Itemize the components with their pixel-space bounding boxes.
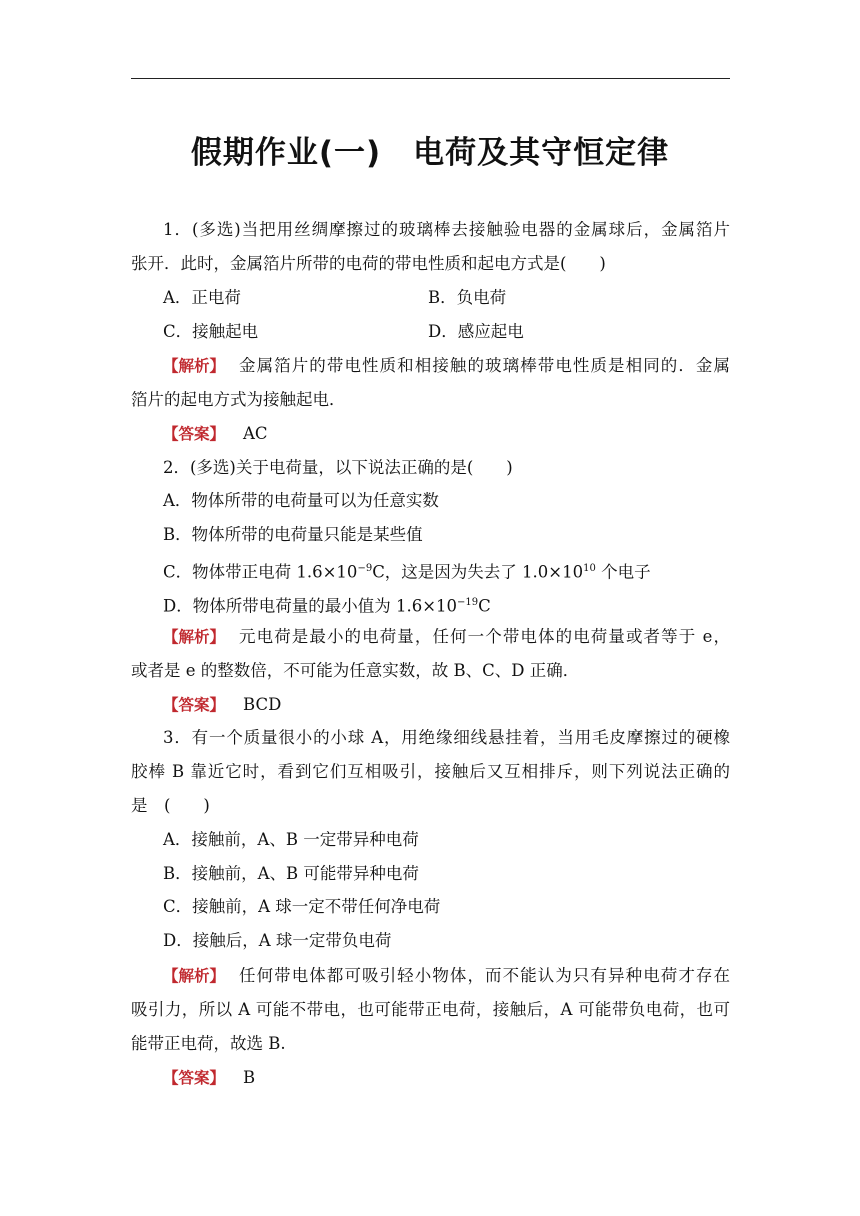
q1-stem-line2: 张开．此时，金属箔片所带的电荷的带电性质和起电方式是( ) xyxy=(131,254,606,273)
q2-option-c-exponent2: 10 xyxy=(583,563,596,574)
q2-option-b: B．物体所带的电荷量只能是某些值 xyxy=(163,525,423,544)
q3-answer xyxy=(163,1068,255,1088)
q1-option-d: D．感应起电 xyxy=(428,322,524,341)
q3-option-d: D．接触后，A 球一定带负电荷 xyxy=(163,931,392,950)
q2-option-c xyxy=(163,559,651,583)
q2-option-d-unit: C xyxy=(478,596,491,616)
answer-label: 【答案】 xyxy=(163,1069,226,1087)
q1-answer xyxy=(163,424,268,444)
q3-analysis-text: 任何带电体都可吸引轻小物体，而不能认为只有异种电荷才存在 xyxy=(239,966,730,985)
q2-option-c-exponent1: −9 xyxy=(357,563,373,574)
q2-option-d xyxy=(163,593,491,617)
q1-analysis-line2: 箔片的起电方式为接触起电． xyxy=(131,390,346,409)
q2-option-c-text: C．物体带正电荷 1.6×10 xyxy=(163,562,358,582)
q2-option-c-text3: 个电子 xyxy=(595,562,651,582)
q3-stem-line3: 是 ( ) xyxy=(131,796,210,815)
q2-option-d-exponent: −19 xyxy=(457,597,479,608)
answer-label: 【答案】 xyxy=(163,696,226,714)
q1-analysis-text: 金属箔片的带电性质和相接触的玻璃棒带电性质是相同的．金属 xyxy=(239,356,730,375)
q3-option-c: C．接触前，A 球一定不带任何净电荷 xyxy=(163,897,441,916)
q3-analysis-line3: 能带正电荷，故选 B. xyxy=(131,1034,286,1053)
q3-answer-value: B xyxy=(243,1068,256,1087)
q3-stem-line1: 3．有一个质量很小的小球 A，用绝缘细线悬挂着，当用毛皮摩擦过的硬橡 xyxy=(163,728,730,747)
q2-option-c-text2: C，这是因为失去了 1.0×10 xyxy=(372,562,584,582)
page-title: 假期作业(一) 电荷及其守恒定律 xyxy=(190,135,670,171)
q3-option-b: B．接触前，A、B 可能带异种电荷 xyxy=(163,864,419,883)
q2-analysis-line1 xyxy=(163,627,730,647)
q2-option-a: A．物体所带的电荷量可以为任意实数 xyxy=(163,491,439,510)
header-rule xyxy=(131,78,730,79)
q1-option-b: B．负电荷 xyxy=(428,288,507,307)
analysis-label: 【解析】 xyxy=(163,967,226,985)
q1-option-a: A．正电荷 xyxy=(163,288,241,307)
q3-analysis-line1 xyxy=(163,966,730,986)
q2-answer xyxy=(163,695,281,715)
analysis-label: 【解析】 xyxy=(163,357,226,375)
q3-stem-line2: 胶棒 B 靠近它时，看到它们互相吸引，接触后又互相排斥，则下列说法正确的 xyxy=(131,762,730,781)
q3-analysis-line2: 吸引力，所以 A 可能不带电，也可能带正电荷，接触后，A 可能带负电荷，也可 xyxy=(131,1000,730,1019)
q2-option-d-text: D．物体所带电荷量的最小值为 1.6×10 xyxy=(163,596,458,616)
analysis-label: 【解析】 xyxy=(163,628,226,646)
q1-stem-line1: 1．(多选)当把用丝绸摩擦过的玻璃棒去接触验电器的金属球后，金属箔片 xyxy=(163,220,730,239)
q1-option-c: C．接触起电 xyxy=(163,322,259,341)
q3-option-a: A．接触前，A、B 一定带异种电荷 xyxy=(163,830,419,849)
q2-stem: 2．(多选)关于电荷量，以下说法正确的是( ) xyxy=(163,458,513,477)
answer-label: 【答案】 xyxy=(163,425,226,443)
q1-analysis-line1 xyxy=(163,356,730,376)
q2-analysis-line2: 或者是 e 的整数倍，不可能为任意实数，故 B、C、D 正确． xyxy=(131,661,580,680)
q2-analysis-text: 元电荷是最小的电荷量，任何一个带电体的电荷量或者等于 e， xyxy=(239,627,730,646)
q2-answer-value: BCD xyxy=(243,695,282,714)
q1-answer-value: AC xyxy=(243,424,268,443)
